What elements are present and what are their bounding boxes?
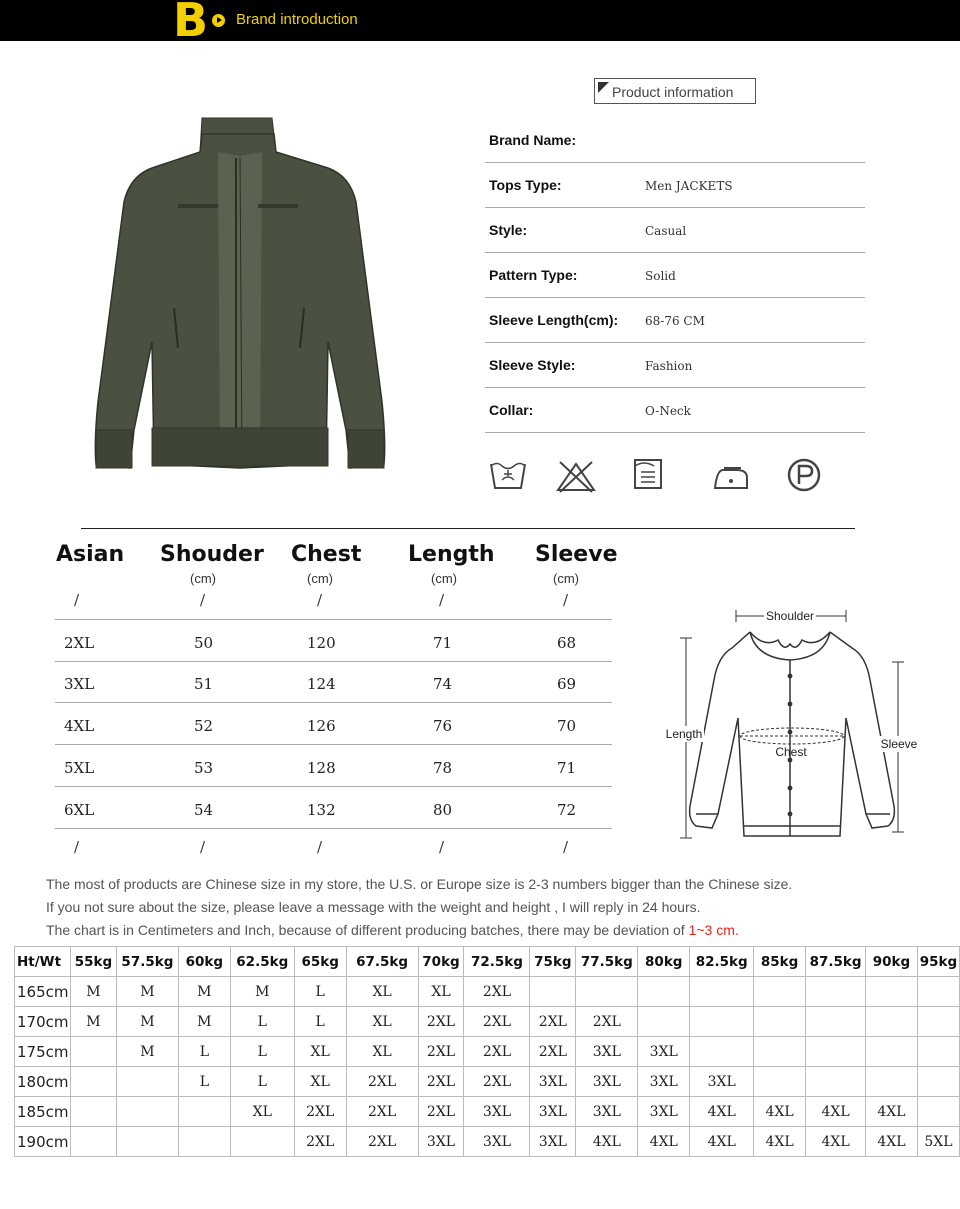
size-cell: L [294,1007,346,1037]
size-cell [806,977,866,1007]
size-cell [806,1037,866,1067]
size-cell: 2XL [530,1007,576,1037]
spec-row: Sleeve Length(cm): 68-76 CM [485,298,865,343]
size-cell [116,1067,178,1097]
diagram-label-length: Length [665,727,703,741]
size-cell: 3XL [576,1067,638,1097]
size-cell: XL [294,1037,346,1067]
size-cell [806,1007,866,1037]
size-cell [638,977,690,1007]
height-label: 175cm [15,1037,71,1067]
wash-30-icon [488,456,528,494]
size-cell [917,1097,959,1127]
size-cell: L [178,1067,230,1097]
table-row [15,1067,960,1097]
size-cell: 3XL [530,1067,576,1097]
height-label: 170cm [15,1007,71,1037]
spec-table [485,118,865,433]
size-cell: M [70,977,116,1007]
table-row [15,1007,960,1037]
size-cell: 4XL [806,1127,866,1157]
slash-mark: / [563,838,569,856]
header-chest: Chest [291,542,362,567]
size-cell: L [178,1037,230,1067]
size-cell [754,1067,806,1097]
slash-mark: / [563,591,569,609]
no-bleach-icon [556,456,596,494]
size-cell: XL [346,977,418,1007]
size-cell [690,1037,754,1067]
size-cell: 2XL [294,1127,346,1157]
note-line-1: The most of products are Chinese size in my store, the U.S. or Europe size is 2-3 numbers bigger than the Chinese size. [46,876,793,892]
slash-mark: / [200,591,206,609]
size-cell: L [230,1037,294,1067]
size-cell [70,1127,116,1157]
size-cell: 2XL [418,1067,464,1097]
size-cell: XL [346,1007,418,1037]
size-cell [866,1037,918,1067]
header-bar [0,0,960,47]
header-asian: Asian [56,542,125,567]
slash-mark: / [74,838,80,856]
size-cell: 2XL [418,1037,464,1067]
size-cell: 3XL [576,1037,638,1067]
height-label: 180cm [15,1067,71,1097]
size-cell: 3XL [464,1097,530,1127]
size-cell [917,1007,959,1037]
slash-mark: / [74,591,80,609]
spec-row: Style: Casual [485,208,865,253]
fit-header-row: Ht/Wt 55kg 57.5kg 60kg 62.5kg 65kg 67.5kg 70kg 72.5kg 75kg 77.5kg 80kg 82.5kg 85kg 87.5kg 90kg 95kg [15,947,960,977]
diagram-label-sleeve: Sleeve [880,737,918,751]
size-cell: M [178,1007,230,1037]
size-cell [70,1067,116,1097]
size-cell [576,977,638,1007]
size-cell: 2XL [418,1097,464,1127]
size-cell: 3XL [530,1097,576,1127]
size-cell: 3XL [638,1037,690,1067]
spec-row: Sleeve Style: Fashion [485,343,865,388]
size-cell: 2XL [418,1007,464,1037]
size-cell: XL [418,977,464,1007]
size-cell: 4XL [754,1127,806,1157]
size-cell: 2XL [294,1097,346,1127]
size-cell [690,977,754,1007]
slash-mark: / [200,838,206,856]
size-cell [754,977,806,1007]
spec-row: Tops Type: Men JACKETS [485,163,865,208]
table-row [15,977,960,1007]
size-cell: XL [294,1067,346,1097]
header-shoulder: Shouder [160,542,264,567]
size-cell: M [230,977,294,1007]
size-cell: 3XL [576,1097,638,1127]
size-cell: 2XL [464,977,530,1007]
size-cell [116,1127,178,1157]
size-cell: L [230,1067,294,1097]
size-cell: XL [230,1097,294,1127]
product-info-title: Product information [594,78,756,104]
table-row [15,1037,960,1067]
size-cell: 2XL [464,1007,530,1037]
size-cell: 4XL [638,1127,690,1157]
diagram-label-shoulder: Shoulder [765,609,815,623]
jacket-image [90,112,390,474]
size-cell: M [116,1007,178,1037]
size-cell [638,1007,690,1037]
spec-row: Brand Name: [485,118,865,163]
height-label: 185cm [15,1097,71,1127]
size-cell: XL [346,1037,418,1067]
size-cell [866,1007,918,1037]
header-sleeve: Sleeve [535,542,618,567]
dry-clean-p-icon [784,456,824,494]
unit-label: (cm) [431,571,457,586]
size-cell: 4XL [690,1097,754,1127]
slash-mark: / [439,838,445,856]
unit-label: (cm) [190,571,216,586]
unit-label: (cm) [553,571,579,586]
table-row: 2XL 50 120 71 68 [55,619,612,662]
size-cell: M [116,977,178,1007]
size-cell: 4XL [754,1097,806,1127]
iron-low-icon [711,456,751,494]
size-cell: 2XL [464,1067,530,1097]
diagram-label-chest: Chest [775,745,807,759]
header-length: Length [408,542,495,567]
header-title: Brand introduction [236,11,358,28]
table-row [15,1127,960,1157]
size-cell: M [116,1037,178,1067]
unit-label: (cm) [307,571,333,586]
header-letter: B [173,0,209,47]
size-cell [917,1037,959,1067]
note-line-3: The chart is in Centimeters and Inch, because of different producing batches, there may be deviation of 1~3 cm. [46,922,739,938]
size-cell [70,1097,116,1127]
size-cell [806,1067,866,1097]
corner-mark-icon [598,82,609,93]
size-cell: L [294,977,346,1007]
size-cell: 2XL [346,1127,418,1157]
measurement-diagram [660,600,925,848]
deviation-highlight: 1~3 cm. [688,922,739,938]
size-cell: 2XL [530,1037,576,1067]
slash-mark: / [317,591,323,609]
size-cell [866,977,918,1007]
size-cell: L [230,1007,294,1037]
table-row [15,1097,960,1127]
slash-mark: / [439,591,445,609]
size-cell: 3XL [638,1067,690,1097]
size-cell [690,1007,754,1037]
size-cell [116,1097,178,1127]
fit-chart [14,946,960,1157]
table-row: 5XL 53 128 78 71 [55,745,612,787]
size-cell: 4XL [866,1097,918,1127]
table-row: 4XL 52 126 76 70 [55,703,612,745]
size-cell [70,1037,116,1067]
size-cell: 4XL [806,1097,866,1127]
size-cell: 3XL [690,1067,754,1097]
section-divider [81,528,855,529]
size-cell [917,1067,959,1097]
size-cell [754,1007,806,1037]
size-cell [230,1127,294,1157]
size-cell: 4XL [866,1127,918,1157]
size-cell: 5XL [917,1127,959,1157]
size-cell: M [178,977,230,1007]
size-cell: 2XL [576,1007,638,1037]
size-cell: 3XL [530,1127,576,1157]
size-cell [754,1037,806,1067]
height-label: 165cm [15,977,71,1007]
size-cell: 2XL [346,1067,418,1097]
size-cell: 2XL [346,1097,418,1127]
size-cell [530,977,576,1007]
size-cell: 4XL [576,1127,638,1157]
spec-row: Collar: O-Neck [485,388,865,433]
tumble-dry-icon [630,456,670,494]
spec-row: Pattern Type: Solid [485,253,865,298]
size-cell: 4XL [690,1127,754,1157]
size-cell [178,1097,230,1127]
size-cell: 3XL [418,1127,464,1157]
size-cell [917,977,959,1007]
size-cell: 3XL [464,1127,530,1157]
slash-mark: / [317,838,323,856]
size-cell: M [70,1007,116,1037]
size-cell: 3XL [638,1097,690,1127]
size-cell: 2XL [464,1037,530,1067]
table-row: 6XL 54 132 80 72 [55,787,612,829]
play-icon [212,14,225,27]
note-line-2: If you not sure about the size, please leave a message with the weight and height , I will reply in 24 hours. [46,899,701,915]
height-label: 190cm [15,1127,71,1157]
size-cell [178,1127,230,1157]
table-row: 3XL 51 124 74 69 [55,661,612,703]
size-cell [866,1067,918,1097]
